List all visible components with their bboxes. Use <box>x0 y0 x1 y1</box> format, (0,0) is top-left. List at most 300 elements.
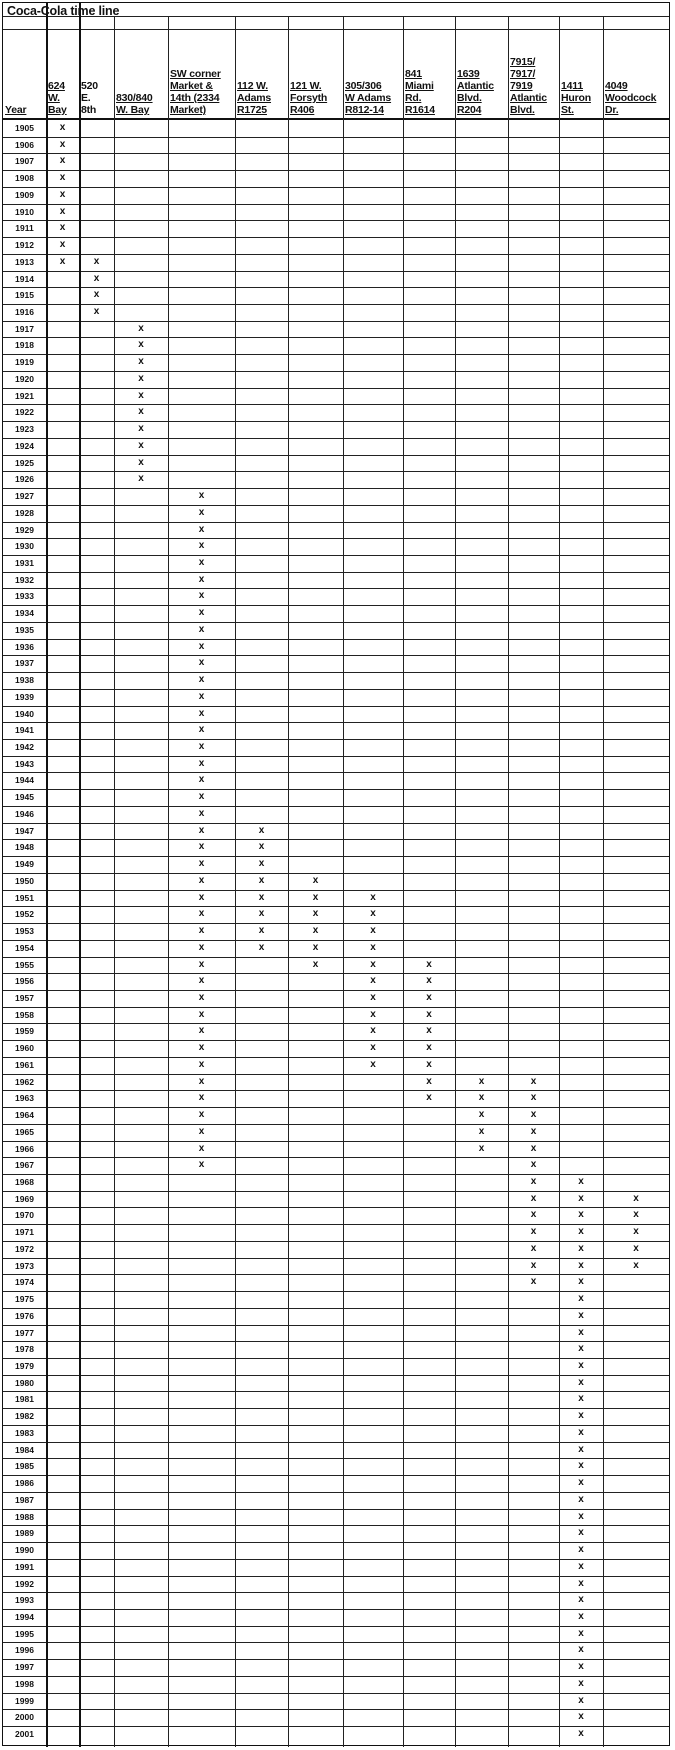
occupancy-mark: x <box>198 975 205 987</box>
occupancy-mark: x <box>578 1376 584 1388</box>
year-cell: 1930 <box>15 541 34 552</box>
occupancy-mark: x <box>370 941 376 953</box>
row-divider <box>3 622 669 623</box>
occupancy-mark: x <box>578 1577 584 1589</box>
timeline-table <box>2 2 670 1746</box>
occupancy-mark: x <box>578 1410 584 1422</box>
row-divider <box>3 438 669 439</box>
year-cell: 1945 <box>15 792 34 803</box>
occupancy-mark: x <box>258 925 265 937</box>
occupancy-mark: x <box>578 1460 584 1472</box>
year-cell: 1995 <box>15 1628 34 1639</box>
row-divider <box>3 455 669 456</box>
year-cell: 1954 <box>15 942 34 953</box>
year-cell: 1998 <box>15 1678 34 1689</box>
year-cell: 1911 <box>15 223 34 234</box>
occupancy-mark: x <box>578 1443 584 1455</box>
occupancy-mark: x <box>198 623 205 635</box>
row-divider <box>3 371 669 372</box>
occupancy-mark: x <box>258 824 265 836</box>
occupancy-mark: x <box>530 1092 537 1104</box>
occupancy-mark: x <box>198 707 205 719</box>
occupancy-mark: x <box>578 1175 584 1187</box>
occupancy-mark: x <box>138 372 144 384</box>
year-cell: 1961 <box>15 1059 34 1070</box>
year-cell: 1960 <box>15 1043 34 1054</box>
occupancy-mark: x <box>578 1627 584 1639</box>
row-divider <box>3 990 669 991</box>
occupancy-mark: x <box>198 556 205 568</box>
occupancy-mark: x <box>198 757 205 769</box>
occupancy-mark: x <box>578 1728 584 1740</box>
occupancy-mark: x <box>198 1025 205 1037</box>
row-divider <box>3 1040 669 1041</box>
occupancy-mark: x <box>578 1594 584 1606</box>
occupancy-mark: x <box>578 1276 584 1288</box>
year-cell: 1944 <box>15 775 34 786</box>
occupancy-mark: x <box>198 1109 205 1121</box>
title-part-3: line <box>98 4 120 18</box>
row-divider <box>3 404 669 405</box>
occupancy-mark: x <box>426 958 432 970</box>
occupancy-mark: x <box>198 1125 205 1137</box>
year-cell: 1971 <box>15 1227 34 1238</box>
column-divider <box>403 16 404 1747</box>
row-divider <box>3 1107 669 1108</box>
occupancy-mark: x <box>370 1042 376 1054</box>
row-divider <box>3 689 669 690</box>
row-divider <box>3 337 669 338</box>
occupancy-mark: x <box>198 607 205 619</box>
occupancy-mark: x <box>478 1125 485 1137</box>
year-cell: 1909 <box>15 189 34 200</box>
occupancy-mark: x <box>198 741 205 752</box>
year-cell: 1939 <box>15 691 34 702</box>
occupancy-mark: x <box>59 255 66 267</box>
occupancy-mark: x <box>578 1326 584 1338</box>
occupancy-mark: x <box>93 289 100 301</box>
year-cell: 1918 <box>15 340 34 351</box>
occupancy-mark: x <box>578 1309 584 1321</box>
row-divider <box>3 505 669 506</box>
occupancy-mark: x <box>312 891 319 903</box>
column-header-624-w-bay: 624 W. Bay <box>48 80 67 116</box>
occupancy-mark: x <box>312 958 319 970</box>
occupancy-mark: x <box>530 1276 537 1288</box>
year-cell: 2000 <box>15 1712 34 1723</box>
occupancy-mark: x <box>312 908 319 920</box>
occupancy-mark: x <box>93 255 100 267</box>
year-cell: 1962 <box>15 1076 34 1087</box>
occupancy-mark: x <box>138 406 144 418</box>
year-cell: 1988 <box>15 1511 34 1522</box>
row-divider <box>3 1141 669 1142</box>
occupancy-mark: x <box>198 791 205 803</box>
occupancy-mark: x <box>578 1360 584 1372</box>
occupancy-mark: x <box>370 891 376 903</box>
occupancy-mark: x <box>578 1610 584 1622</box>
column-header-121-w-forsyth: 121 W. Forsyth R406 <box>290 80 328 116</box>
year-cell: 1921 <box>15 390 34 401</box>
year-cell: 1999 <box>15 1695 34 1706</box>
year-cell: 1931 <box>15 557 34 568</box>
row-divider <box>3 856 669 857</box>
row-divider <box>3 739 669 740</box>
year-cell: 1987 <box>15 1494 34 1505</box>
occupancy-mark: x <box>198 1142 205 1154</box>
occupancy-mark: x <box>198 908 205 920</box>
occupancy-mark: x <box>370 991 376 1003</box>
occupancy-mark: x <box>59 205 66 217</box>
row-divider <box>3 772 669 773</box>
occupancy-mark: x <box>370 908 376 920</box>
year-cell: 1928 <box>15 507 34 518</box>
year-cell: 1969 <box>15 1193 34 1204</box>
occupancy-mark: x <box>59 188 66 200</box>
year-cell: 1992 <box>15 1578 34 1589</box>
column-header-305-306-w-adams: 305/306 W Adams R812-14 <box>345 80 392 116</box>
occupancy-mark: x <box>530 1192 537 1204</box>
row-divider <box>3 1157 669 1158</box>
occupancy-mark: x <box>198 590 205 602</box>
year-cell: 1917 <box>15 323 34 334</box>
year-cell: 1934 <box>15 608 34 619</box>
occupancy-mark: x <box>578 1192 584 1204</box>
year-cell: 1943 <box>15 758 34 769</box>
occupancy-mark: x <box>198 841 205 853</box>
year-cell: 1925 <box>15 457 34 468</box>
year-cell: 1973 <box>15 1260 34 1271</box>
row-divider <box>3 237 669 238</box>
occupancy-mark: x <box>59 138 66 150</box>
occupancy-mark: x <box>426 991 432 1003</box>
occupancy-mark: x <box>578 1493 584 1505</box>
year-cell: 1941 <box>15 725 34 736</box>
occupancy-mark: x <box>198 925 205 937</box>
row-divider <box>3 789 669 790</box>
year-cell: 1926 <box>15 474 34 485</box>
occupancy-mark: x <box>93 306 100 318</box>
year-cell: 1929 <box>15 524 34 535</box>
year-cell: 1910 <box>15 206 34 217</box>
column-header-sw-corner-market: SW corner Market & 14th (2334 Market) <box>170 68 221 116</box>
occupancy-mark: x <box>530 1226 537 1238</box>
occupancy-mark: x <box>138 322 144 334</box>
year-cell: 1956 <box>15 976 34 987</box>
occupancy-mark: x <box>578 1527 584 1539</box>
occupancy-mark: x <box>633 1192 639 1204</box>
year-cell: 1935 <box>15 624 34 635</box>
year-cell: 1905 <box>15 123 34 133</box>
year-cell: 1976 <box>15 1310 34 1321</box>
occupancy-mark: x <box>198 724 205 736</box>
column-divider <box>603 16 604 1747</box>
occupancy-mark: x <box>312 925 319 937</box>
year-cell: 1912 <box>15 240 34 251</box>
year-cell: 1972 <box>15 1243 34 1254</box>
occupancy-mark: x <box>312 874 319 886</box>
row-divider <box>3 588 669 589</box>
year-cell: 1906 <box>15 139 34 150</box>
occupancy-mark: x <box>633 1226 639 1238</box>
row-divider <box>3 756 669 757</box>
row-divider <box>3 538 669 539</box>
occupancy-mark: x <box>478 1092 485 1104</box>
row-divider <box>3 1124 669 1125</box>
occupancy-mark: x <box>59 155 66 167</box>
occupancy-mark: x <box>198 690 205 702</box>
occupancy-mark: x <box>59 122 66 133</box>
occupancy-mark: x <box>578 1477 584 1489</box>
year-cell: 1907 <box>15 156 34 167</box>
occupancy-mark: x <box>198 1008 205 1020</box>
occupancy-mark: x <box>578 1209 584 1221</box>
row-divider <box>3 204 669 205</box>
year-cell: 1967 <box>15 1160 34 1171</box>
occupancy-mark: x <box>198 1092 205 1104</box>
occupancy-mark: x <box>426 1075 432 1087</box>
column-header-1411-huron-st: 1411 Huron St. <box>561 80 591 116</box>
year-cell: 1959 <box>15 1026 34 1037</box>
row-divider <box>3 354 669 355</box>
occupancy-mark: x <box>578 1711 584 1723</box>
year-cell: 1982 <box>15 1411 34 1422</box>
occupancy-mark: x <box>258 908 265 920</box>
occupancy-mark: x <box>530 1109 537 1121</box>
year-cell: 2001 <box>15 1729 34 1740</box>
occupancy-mark: x <box>478 1109 485 1121</box>
row-divider <box>3 1074 669 1075</box>
occupancy-mark: x <box>198 490 205 502</box>
occupancy-mark: x <box>530 1209 537 1221</box>
row-divider <box>3 421 669 422</box>
occupancy-mark: x <box>478 1075 485 1087</box>
row-divider <box>3 672 669 673</box>
column-header-4049-woodcock-dr: 4049 Woodcock Dr. <box>605 80 657 116</box>
year-cell: 1933 <box>15 591 34 602</box>
occupancy-mark: x <box>530 1159 537 1171</box>
row-divider <box>3 639 669 640</box>
year-cell: 1936 <box>15 641 34 652</box>
column-header-830-840-w-bay: 830/840 W. Bay <box>116 92 153 116</box>
occupancy-mark: x <box>198 540 205 552</box>
year-cell: 1953 <box>15 926 34 937</box>
column-header-520-e-8th: 520 E. 8th <box>81 80 98 116</box>
row-divider <box>3 187 669 188</box>
year-cell: 1963 <box>15 1093 34 1104</box>
occupancy-mark: x <box>530 1175 537 1187</box>
occupancy-mark: x <box>258 841 265 853</box>
occupancy-mark: x <box>198 657 205 669</box>
column-divider <box>343 16 344 1747</box>
header-bottom-rule <box>3 118 669 120</box>
occupancy-mark: x <box>198 523 205 535</box>
row-divider <box>3 823 669 824</box>
occupancy-mark: x <box>530 1125 537 1137</box>
occupancy-mark: x <box>530 1142 537 1154</box>
row-divider <box>3 555 669 556</box>
occupancy-mark: x <box>198 640 205 652</box>
occupancy-mark: x <box>198 958 205 970</box>
row-divider <box>3 605 669 606</box>
column-header-7915-atlantic-blvd: 7915/ 7917/ 7919 Atlantic Blvd. <box>510 56 547 116</box>
row-divider <box>3 973 669 974</box>
occupancy-mark: x <box>198 1159 205 1171</box>
occupancy-mark: x <box>633 1209 639 1221</box>
year-cell: 1914 <box>15 273 34 284</box>
occupancy-mark: x <box>93 272 100 284</box>
year-cell: 1908 <box>15 173 34 184</box>
year-cell: 1991 <box>15 1561 34 1572</box>
row-divider <box>3 1023 669 1024</box>
year-cell: 1980 <box>15 1377 34 1388</box>
occupancy-mark: x <box>426 1008 432 1020</box>
year-cell: 1927 <box>15 491 34 502</box>
occupancy-mark: x <box>578 1694 584 1706</box>
occupancy-mark: x <box>370 925 376 937</box>
occupancy-mark: x <box>138 389 144 401</box>
year-cell: 1997 <box>15 1662 34 1673</box>
year-cell: 1919 <box>15 357 34 368</box>
occupancy-mark: x <box>426 975 432 987</box>
year-cell: 1975 <box>15 1294 34 1305</box>
row-divider <box>3 1090 669 1091</box>
year-cell: 1940 <box>15 708 34 719</box>
year-cell: 1983 <box>15 1427 34 1438</box>
row-divider <box>3 722 669 723</box>
year-cell: 1937 <box>15 658 34 669</box>
year-cell: 1990 <box>15 1545 34 1556</box>
occupancy-mark: x <box>370 958 376 970</box>
occupancy-mark: x <box>370 975 376 987</box>
title-divider <box>3 16 669 17</box>
row-divider <box>3 839 669 840</box>
row-divider <box>3 706 669 707</box>
occupancy-mark: x <box>59 239 66 251</box>
year-cell: 1942 <box>15 742 34 752</box>
occupancy-mark: x <box>198 807 205 819</box>
occupancy-mark: x <box>258 891 265 903</box>
occupancy-mark: x <box>198 506 205 518</box>
occupancy-mark: x <box>138 356 144 368</box>
row-divider <box>3 137 669 138</box>
occupancy-mark: x <box>59 222 66 234</box>
occupancy-mark: x <box>138 439 144 451</box>
occupancy-mark: x <box>198 573 205 585</box>
year-cell: 1974 <box>15 1277 34 1288</box>
occupancy-mark: x <box>258 941 265 953</box>
occupancy-mark: x <box>138 339 144 351</box>
year-cell: 1964 <box>15 1110 34 1121</box>
year-cell: 1916 <box>15 307 34 318</box>
year-cell: 1985 <box>15 1461 34 1472</box>
title-part-2: time <box>70 4 96 18</box>
title-part-1: Coca-Cola <box>7 4 68 18</box>
occupancy-mark: x <box>578 1426 584 1438</box>
occupancy-mark: x <box>312 941 319 953</box>
occupancy-mark: x <box>198 891 205 903</box>
year-cell: 1947 <box>15 825 34 836</box>
occupancy-mark: x <box>578 1343 584 1355</box>
occupancy-mark: x <box>138 456 144 468</box>
year-cell: 1978 <box>15 1344 34 1355</box>
occupancy-mark: x <box>478 1142 485 1154</box>
year-cell: 1958 <box>15 1009 34 1020</box>
row-divider <box>3 1057 669 1058</box>
year-cell: 1986 <box>15 1478 34 1489</box>
column-header-841-miami-rd: 841 Miami Rd. R1614 <box>405 68 435 116</box>
occupancy-mark: x <box>198 1075 205 1087</box>
occupancy-mark: x <box>530 1259 537 1271</box>
year-cell: 1984 <box>15 1444 34 1455</box>
year-cell: 1952 <box>15 909 34 920</box>
year-cell: 1938 <box>15 675 34 686</box>
occupancy-mark: x <box>633 1259 639 1271</box>
year-cell: 1922 <box>15 407 34 418</box>
occupancy-mark: x <box>138 423 144 435</box>
occupancy-mark: x <box>370 1058 376 1070</box>
row-divider <box>3 220 669 221</box>
row-divider <box>3 471 669 472</box>
year-cell: 1951 <box>15 892 34 903</box>
year-cell: 1966 <box>15 1143 34 1154</box>
occupancy-mark: x <box>578 1242 584 1254</box>
column-divider <box>455 16 456 1747</box>
occupancy-mark: x <box>578 1393 584 1405</box>
occupancy-mark: x <box>198 941 205 953</box>
occupancy-mark: x <box>59 172 66 184</box>
year-cell: 1994 <box>15 1611 34 1622</box>
occupancy-mark: x <box>198 1058 205 1070</box>
occupancy-mark: x <box>578 1226 584 1238</box>
year-cell: 1924 <box>15 440 34 451</box>
row-divider <box>3 170 669 171</box>
occupancy-mark: x <box>198 774 205 786</box>
occupancy-mark: x <box>578 1677 584 1689</box>
occupancy-mark: x <box>198 858 205 870</box>
column-header-1639-atlantic-blvd: 1639 Atlantic Blvd. R204 <box>457 68 494 116</box>
year-cell: 1993 <box>15 1595 34 1606</box>
year-cell: 1915 <box>15 290 34 301</box>
year-cell: 1946 <box>15 808 34 819</box>
year-cell: 1920 <box>15 373 34 384</box>
year-cell: 1950 <box>15 875 34 886</box>
occupancy-mark: x <box>426 1058 432 1070</box>
occupancy-mark: x <box>530 1075 537 1087</box>
occupancy-mark: x <box>578 1544 584 1556</box>
column-divider <box>508 16 509 1747</box>
row-divider <box>3 488 669 489</box>
year-cell: 1949 <box>15 859 34 870</box>
year-cell: 1923 <box>15 424 34 435</box>
occupancy-mark: x <box>578 1661 584 1673</box>
occupancy-mark: x <box>578 1259 584 1271</box>
occupancy-mark: x <box>426 1092 432 1104</box>
row-divider <box>3 153 669 154</box>
column-header-year: Year <box>5 104 27 116</box>
column-header-112-w-adams: 112 W. Adams R1725 <box>237 80 272 116</box>
occupancy-mark: x <box>198 874 205 886</box>
year-cell: 1948 <box>15 842 34 853</box>
occupancy-mark: x <box>633 1242 639 1254</box>
year-cell: 1913 <box>15 256 34 267</box>
year-cell: 1981 <box>15 1394 34 1405</box>
occupancy-mark: x <box>258 858 265 870</box>
row-divider <box>3 388 669 389</box>
row-divider <box>3 806 669 807</box>
occupancy-mark: x <box>198 991 205 1003</box>
occupancy-mark: x <box>370 1008 376 1020</box>
